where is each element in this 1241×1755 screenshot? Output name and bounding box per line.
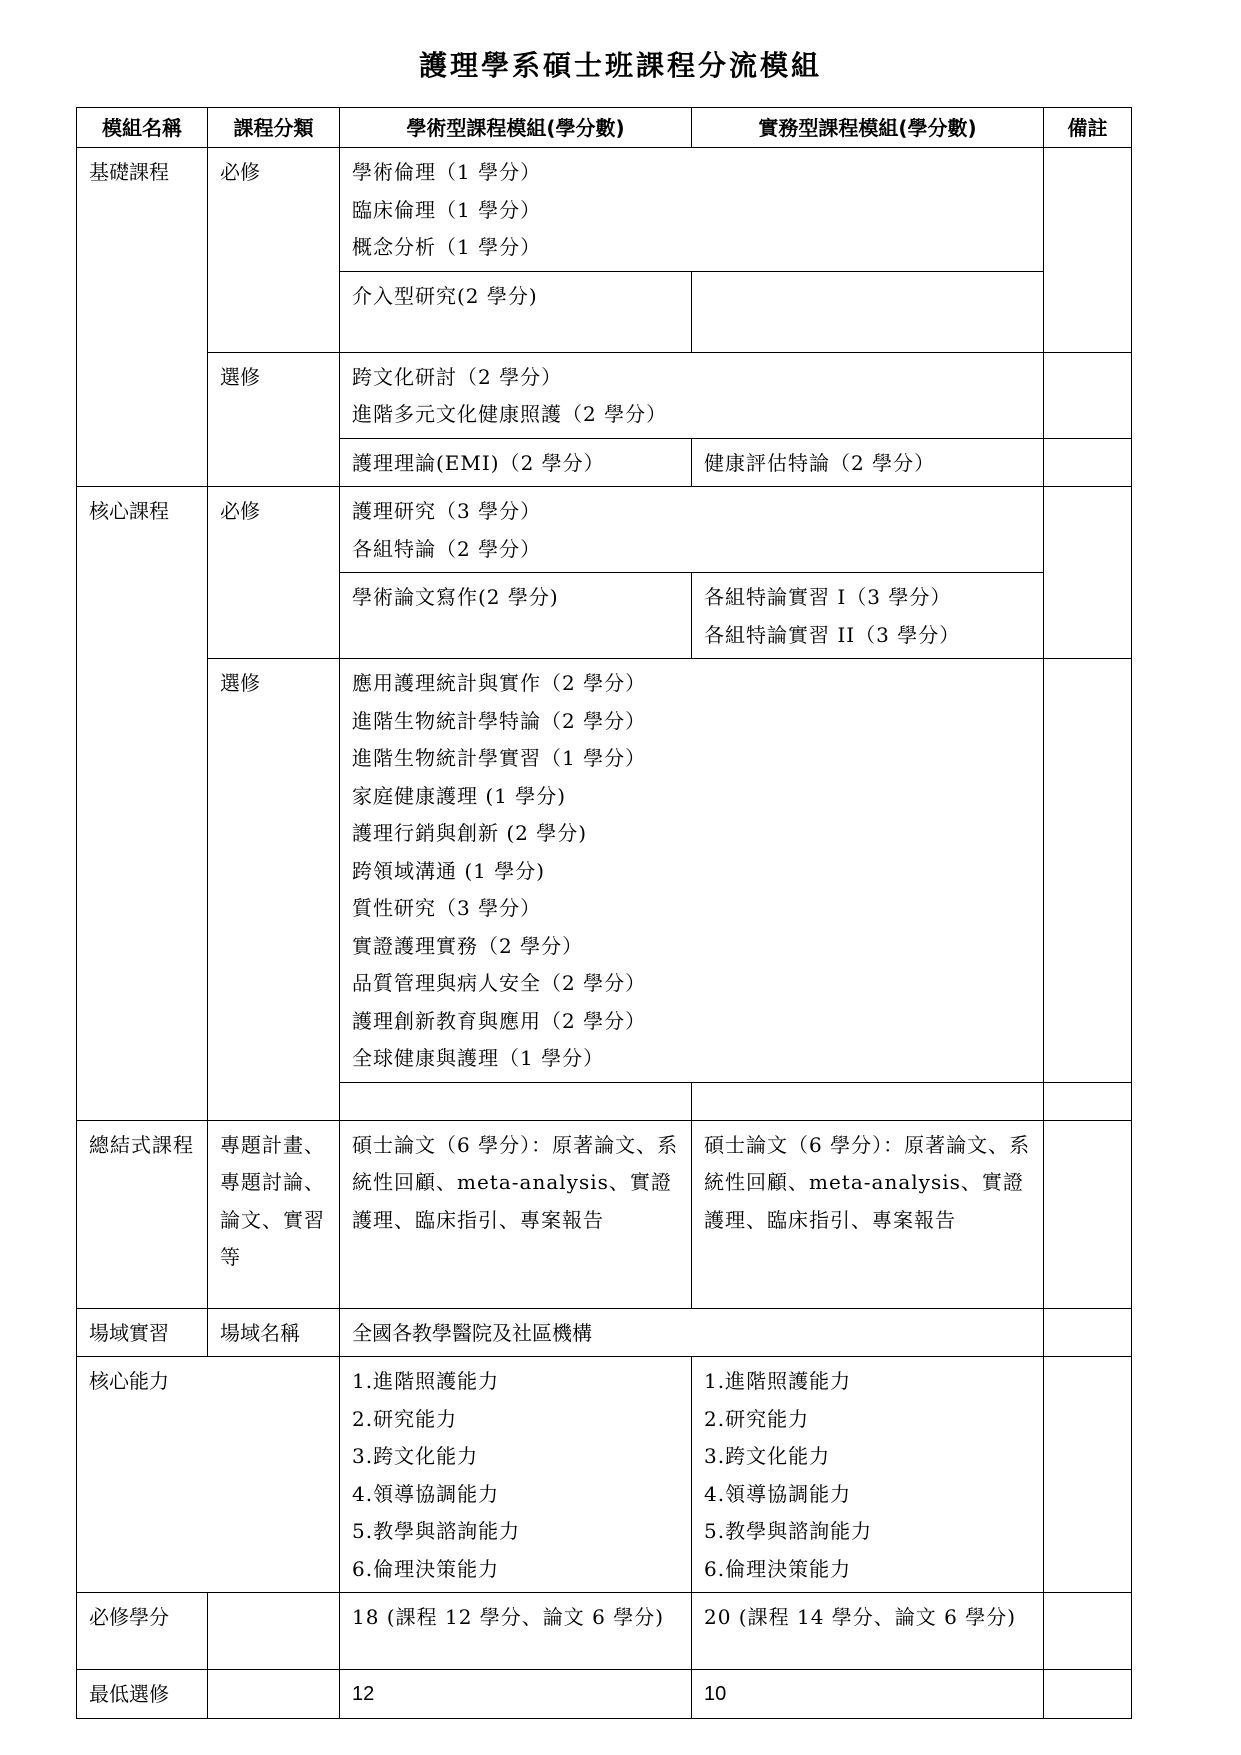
course-item: 各組特論實習 II（3 學分） — [704, 622, 961, 647]
course-item: 各組特論（2 學分） — [352, 536, 542, 561]
core-required-practical — [692, 573, 1044, 659]
min-elective-practical: 10 — [692, 1670, 1044, 1719]
course-item: 護理理論(EMI)（2 學分） — [352, 450, 605, 475]
course-item: 實證護理實務（2 學分） — [352, 933, 584, 958]
competency-item: 6.倫理決策能力 — [704, 1556, 852, 1581]
course-item: 進階多元文化健康照護（2 學分） — [352, 402, 668, 426]
course-item: 進階生物統計學實習（1 學分） — [352, 746, 647, 770]
competency-item: 1.進階照護能力 — [704, 1369, 852, 1393]
field-category: 場域名稱 — [208, 1308, 340, 1357]
min-elective-remarks — [1044, 1670, 1132, 1719]
basic-required-academic — [340, 271, 692, 352]
basic-elective-remarks-2 — [1044, 438, 1132, 487]
competency-item: 6.倫理決策能力 — [352, 1556, 500, 1581]
core-elective-label: 選修 — [208, 659, 340, 1121]
course-item: 進階生物統計學特論（2 學分） — [352, 708, 647, 733]
basic-elective-shared — [340, 352, 1044, 438]
course-item: 介入型研究(2 學分) — [352, 283, 538, 308]
field-remarks — [1044, 1308, 1132, 1357]
basic-elective-remarks — [1044, 352, 1132, 438]
summative-category: 專題計畫、專題討論、論文、實習等 — [208, 1120, 340, 1308]
summative-practical: 碩士論文（6 學分）：原著論文、系統性回顧、meta-analysis、實證護理、臨床指引、專案報告 — [692, 1120, 1044, 1308]
competency-item: 3.跨文化能力 — [704, 1444, 831, 1468]
required-credits-category — [208, 1593, 340, 1670]
course-item: 質性研究（3 學分） — [352, 896, 542, 920]
core-required-remarks — [1044, 487, 1132, 659]
field-value: 全國各教學醫院及社區機構 — [340, 1308, 1044, 1357]
competency-academic — [340, 1357, 692, 1593]
min-elective-label: 最低選修 — [77, 1670, 208, 1719]
competency-item: 1.進階照護能力 — [352, 1369, 500, 1393]
course-item: 跨文化研討（2 學分） — [352, 364, 563, 389]
competency-item: 4.領導協調能力 — [352, 1481, 500, 1506]
competency-item: 3.跨文化能力 — [352, 1444, 479, 1468]
core-elective-academic-empty — [340, 1082, 692, 1120]
summative-module-name: 總結式課程 — [77, 1120, 208, 1308]
summative-remarks — [1044, 1120, 1132, 1308]
competency-item: 2.研究能力 — [352, 1406, 458, 1431]
basic-required-shared — [340, 148, 1044, 272]
field-module-name: 場域實習 — [77, 1308, 208, 1357]
course-item: 護理創新教育與應用（2 學分） — [352, 1008, 647, 1033]
basic-required-label: 必修 — [208, 148, 340, 353]
core-required-shared — [340, 487, 1044, 573]
core-elective-practical-empty — [692, 1082, 1044, 1120]
core-elective-remarks — [1044, 659, 1132, 1083]
header-row — [77, 108, 1132, 148]
summative-academic: 碩士論文（6 學分）：原著論文、系統性回顧、meta-analysis、實證護理、臨床指引、專案報告 — [340, 1120, 692, 1308]
competency-module-name: 核心能力 — [77, 1357, 340, 1593]
basic-elective-academic — [340, 438, 692, 487]
header-academic-module: 學術型課程模組(學分數) — [340, 108, 692, 148]
core-required-academic — [340, 573, 692, 659]
course-item: 概念分析（1 學分） — [352, 235, 542, 259]
course-item: 全球健康與護理（1 學分） — [352, 1046, 605, 1070]
course-item: 跨領域溝通 (1 學分) — [352, 858, 546, 883]
basic-required-practical — [692, 271, 1044, 352]
course-item: 健康評估特論（2 學分） — [704, 450, 936, 475]
basic-module-name: 基礎課程 — [77, 148, 208, 487]
required-credits-practical: 20 (課程 14 學分、論文 6 學分) — [692, 1593, 1044, 1670]
page-title: 護理學系碩士班課程分流模組 — [418, 49, 822, 82]
course-item: 護理研究（3 學分） — [352, 499, 542, 523]
competency-item: 5.教學與諮詢能力 — [352, 1519, 521, 1543]
basic-elective-label: 選修 — [208, 352, 340, 487]
min-elective-category — [208, 1670, 340, 1719]
header-module-name: 模組名稱 — [77, 108, 208, 148]
course-item: 護理行銷與創新 (2 學分) — [352, 821, 588, 845]
header-course-category: 課程分類 — [208, 108, 340, 148]
course-item: 各組特論實習 I（3 學分） — [704, 585, 952, 609]
core-module-name: 核心課程 — [77, 487, 208, 1121]
core-elective-list — [340, 659, 1044, 1083]
header-practical-module: 實務型課程模組(學分數) — [692, 108, 1044, 148]
competency-item: 5.教學與諮詢能力 — [704, 1519, 873, 1543]
core-elective-remarks-2 — [1044, 1082, 1132, 1120]
basic-elective-practical — [692, 438, 1044, 487]
header-remarks: 備註 — [1044, 108, 1132, 148]
competency-item: 2.研究能力 — [704, 1406, 810, 1431]
course-item: 品質管理與病人安全（2 學分） — [352, 971, 647, 995]
min-elective-academic: 12 — [340, 1670, 692, 1719]
course-item: 學術論文寫作(2 學分) — [352, 585, 559, 609]
course-item: 學術倫理（1 學分） — [352, 160, 542, 184]
required-credits-remarks — [1044, 1593, 1132, 1670]
required-credits-academic: 18 (課程 12 學分、論文 6 學分) — [340, 1593, 692, 1670]
required-credits-label: 必修學分 — [77, 1593, 208, 1670]
basic-required-remarks — [1044, 148, 1132, 353]
competency-item: 4.領導協調能力 — [704, 1481, 852, 1506]
competency-remarks — [1044, 1357, 1132, 1593]
course-item: 家庭健康護理 (1 學分) — [352, 783, 567, 808]
course-item: 應用護理統計與實作（2 學分） — [352, 671, 647, 695]
course-module-table — [76, 107, 1132, 1719]
core-required-label: 必修 — [208, 487, 340, 659]
competency-practical — [692, 1357, 1044, 1593]
course-item: 臨床倫理（1 學分） — [352, 197, 542, 222]
